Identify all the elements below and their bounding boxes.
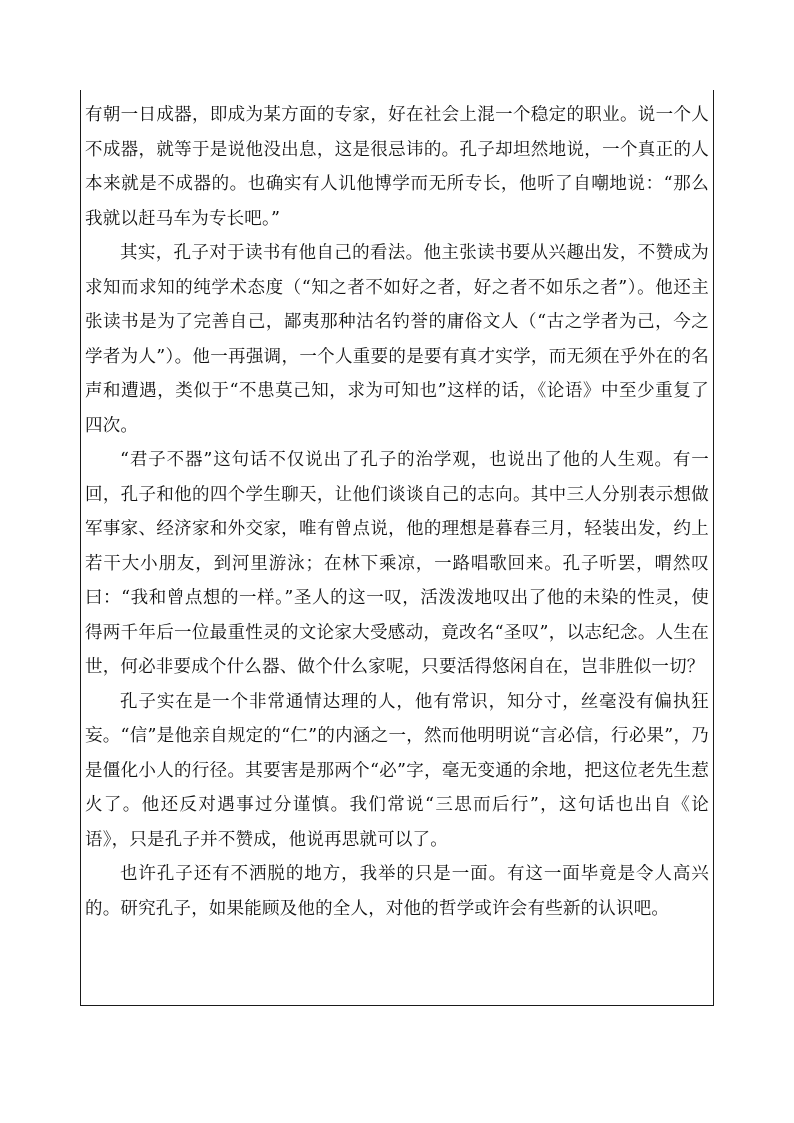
article-body [85, 98, 709, 926]
paragraph-5: 也许孔子还有不洒脱的地方，我举的只是一面。有这一面毕竟是令人高兴的。研究孔子，如果能顾及他的全人，对他的哲学或许会有些新的认识吧。 [85, 864, 709, 919]
paragraph-3: “君子不器”这句话不仅说出了孔子的治学观，也说出了他的人生观。有一回，孔子和他的四个学生聊天，让他们谈谈自己的志向。其中三人分别表示想做军事家、经济家和外交家，唯有曾点说，他的理想是暮春三月，轻装出发，约上若干大小朋友，到河里游泳；在林下乘凉，一路唱歌回来。孔子听罢，喟然叹曰：“我和曾点想的一样。”圣人的这一叹，活泼泼地叹出了他的未染的性灵，使得两千年后一位最重性灵的文论家大受感动，竟改名“圣叹”，以志纪念。人生在世，何必非要成个什么器、做个什么家呢，只要活得悠闲自在，岂非胜似一切？ [85, 450, 709, 677]
paragraph-2: 其实，孔子对于读书有他自己的看法。他主张读书要从兴趣出发，不赞成为求知而求知的纯学术态度（“知之者不如好之者，好之者不如乐之者”）。他还主张读书是为了完善自己，鄙夷那种沽名钓誉的庸俗文人（“古之学者为己，今之学者为人”）。他一再强调，一个人重要的是要有真才实学，而无须在乎外在的名声和遭遇，类似于“不患莫己知，求为可知也”这样的话，《论语》中至少重复了四次。 [85, 243, 709, 436]
paragraph-4: 孔子实在是一个非常通情达理的人，他有常识，知分寸，丝毫没有偏执狂妄。“信”是他亲自规定的“仁”的内涵之一，然而他明明说“言必信，行必果”，乃是僵化小人的行径。其要害是那两个“必”字，毫无变通的余地，把这位老先生惹火了。他还反对遇事过分谨慎。我们常说“三思而后行”，这句话也出自《论语》，只是孔子并不赞成，他说再思就可以了。 [85, 691, 709, 850]
paragraph-1: 有朝一日成器，即成为某方面的专家，好在社会上混一个稳定的职业。说一个人不成器，就等于是说他没出息，这是很忌讳的。孔子却坦然地说，一个真正的人本来就是不成器的。也确实有人讥他博学而无所专长，他听了自嘲地说：“那么我就以赶马车为专长吧。” [85, 105, 709, 229]
